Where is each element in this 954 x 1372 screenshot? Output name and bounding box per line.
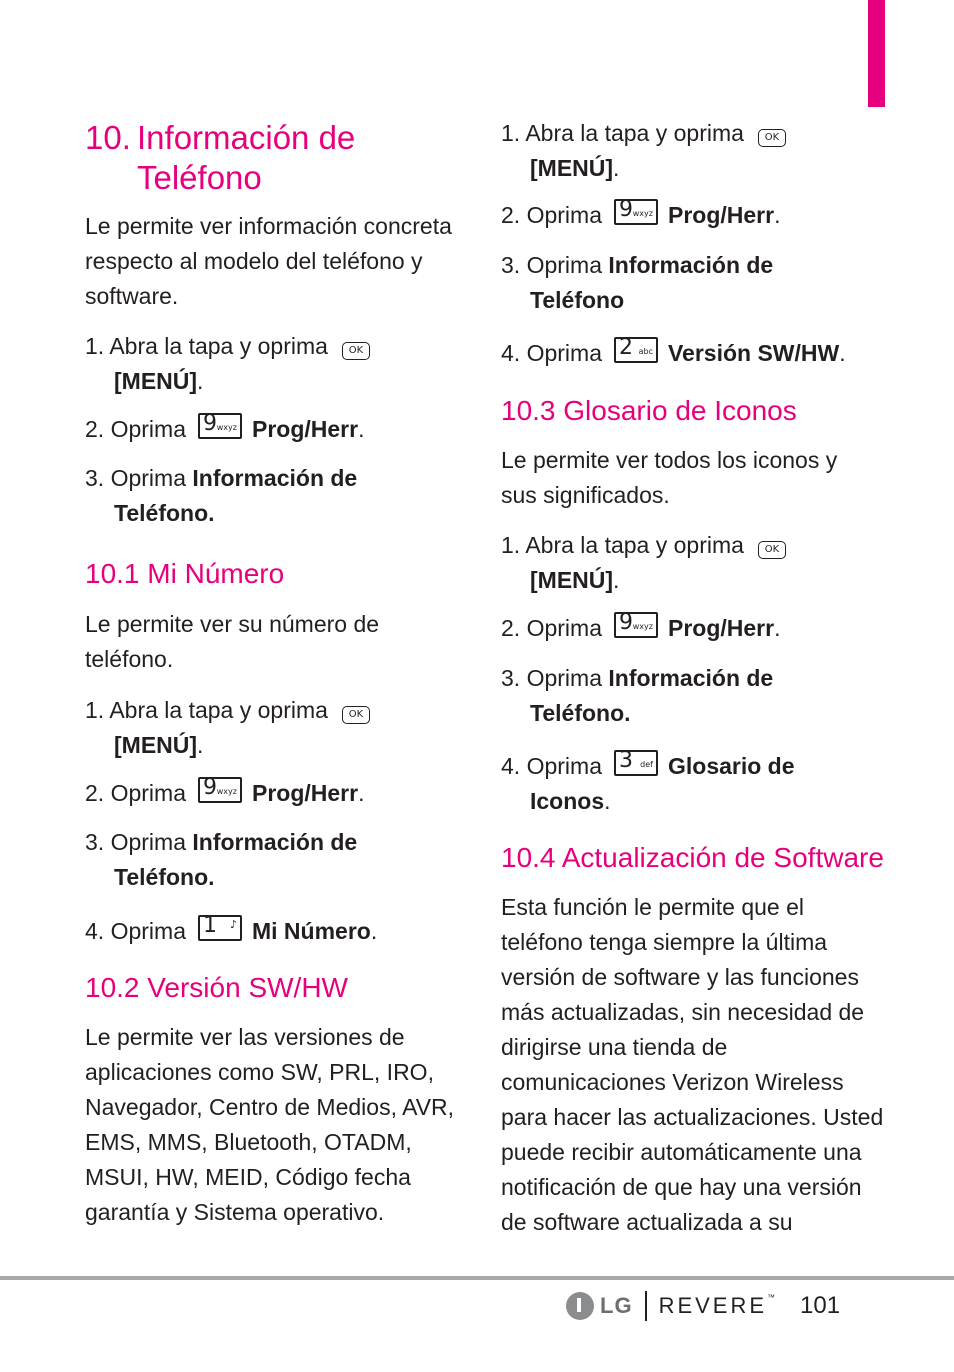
ok-key-icon: OK bbox=[758, 129, 786, 147]
section-title-actualizacion: 10.4 Actualización de Software bbox=[501, 842, 884, 873]
step: 4. Oprima 1 ♪ Mi Número. bbox=[85, 913, 378, 944]
section-tab-marker bbox=[868, 0, 885, 107]
key-9-icon: 9 wxyz bbox=[614, 612, 658, 638]
section-body: Esta función le permite que el teléfono tenga siempre la última versión de software y las funciones más actualizadas, sin necesidad de dirigirse una tienda de comunicaciones Verizon Wireless para hacer las actualizaciones. Usted puede recibir automáticamente una notificación de que hay una versión de software actualizada a su bbox=[501, 894, 884, 1235]
step: 3. Oprima Información de Teléfono. bbox=[501, 665, 774, 726]
key-3-icon: 3 def bbox=[614, 750, 658, 776]
step: 2. Oprima 9 wxyz Prog/Herr. bbox=[85, 775, 365, 806]
step: 4. Oprima 2 abc Versión SW/HW. bbox=[501, 335, 846, 366]
brand-logo-text: LG bbox=[600, 1293, 633, 1318]
page-title: 10. Información de Teléfono bbox=[85, 119, 356, 196]
key-2-icon: 2 abc bbox=[614, 337, 658, 363]
section-title-version: 10.2 Versión SW/HW bbox=[85, 972, 348, 1003]
section-title-mi-numero: 10.1 Mi Número bbox=[85, 558, 285, 589]
step: 1. Abra la tapa y oprima OK [MENÚ]. bbox=[85, 693, 370, 763]
model-name: REVERE™ bbox=[658, 1293, 779, 1318]
section-title-glosario: 10.3 Glosario de Iconos bbox=[501, 395, 797, 426]
step: 3. Oprima Información de Teléfono bbox=[501, 252, 774, 313]
step: 1. Abra la tapa y oprima OK [MENÚ]. bbox=[501, 528, 786, 598]
step: 1. Abra la tapa y oprima OK [MENÚ]. bbox=[85, 329, 370, 399]
key-9-icon: 9 wxyz bbox=[198, 413, 242, 439]
key-9-icon: 9 wxyz bbox=[614, 199, 658, 225]
page-number: 101 bbox=[800, 1292, 841, 1319]
step: 3. Oprima Información de Teléfono. bbox=[85, 465, 358, 526]
section-intro: Le permite ver todos los iconos y sus significados. bbox=[501, 447, 838, 508]
footer bbox=[566, 1288, 840, 1324]
intro-paragraph: Le permite ver información concreta respecto al modelo del teléfono y software. bbox=[85, 213, 452, 309]
ok-key-icon: OK bbox=[758, 541, 786, 559]
key-9-icon: 9 wxyz bbox=[198, 777, 242, 803]
step: 1. Abra la tapa y oprima OK [MENÚ]. bbox=[501, 116, 786, 186]
section-intro: Le permite ver su número de teléfono. bbox=[85, 611, 380, 672]
ok-key-icon: OK bbox=[342, 342, 370, 360]
footer-separator bbox=[645, 1291, 647, 1321]
footer-divider bbox=[0, 1276, 954, 1280]
step: 2. Oprima 9 wxyz Prog/Herr. bbox=[85, 411, 365, 442]
ok-key-icon: OK bbox=[342, 706, 370, 724]
step: 2. Oprima 9 wxyz Prog/Herr. bbox=[501, 197, 781, 228]
section-intro: Le permite ver las versiones de aplicaciones como SW, PRL, IRO, Navegador, Centro de Medios, AVR, EMS, MMS, Bluetooth, OTADM, MSUI, HW, MEID, Código fecha garantía y Sistema operativo. bbox=[85, 1024, 455, 1225]
key-1-voicemail-icon: 1 ♪ bbox=[198, 915, 242, 941]
step: 2. Oprima 9 wxyz Prog/Herr. bbox=[501, 610, 781, 641]
lg-logo-icon bbox=[566, 1292, 594, 1320]
step: 3. Oprima Información de Teléfono. bbox=[85, 829, 358, 890]
step: 4. Oprima 3 def Glosario de Iconos. bbox=[501, 748, 795, 814]
